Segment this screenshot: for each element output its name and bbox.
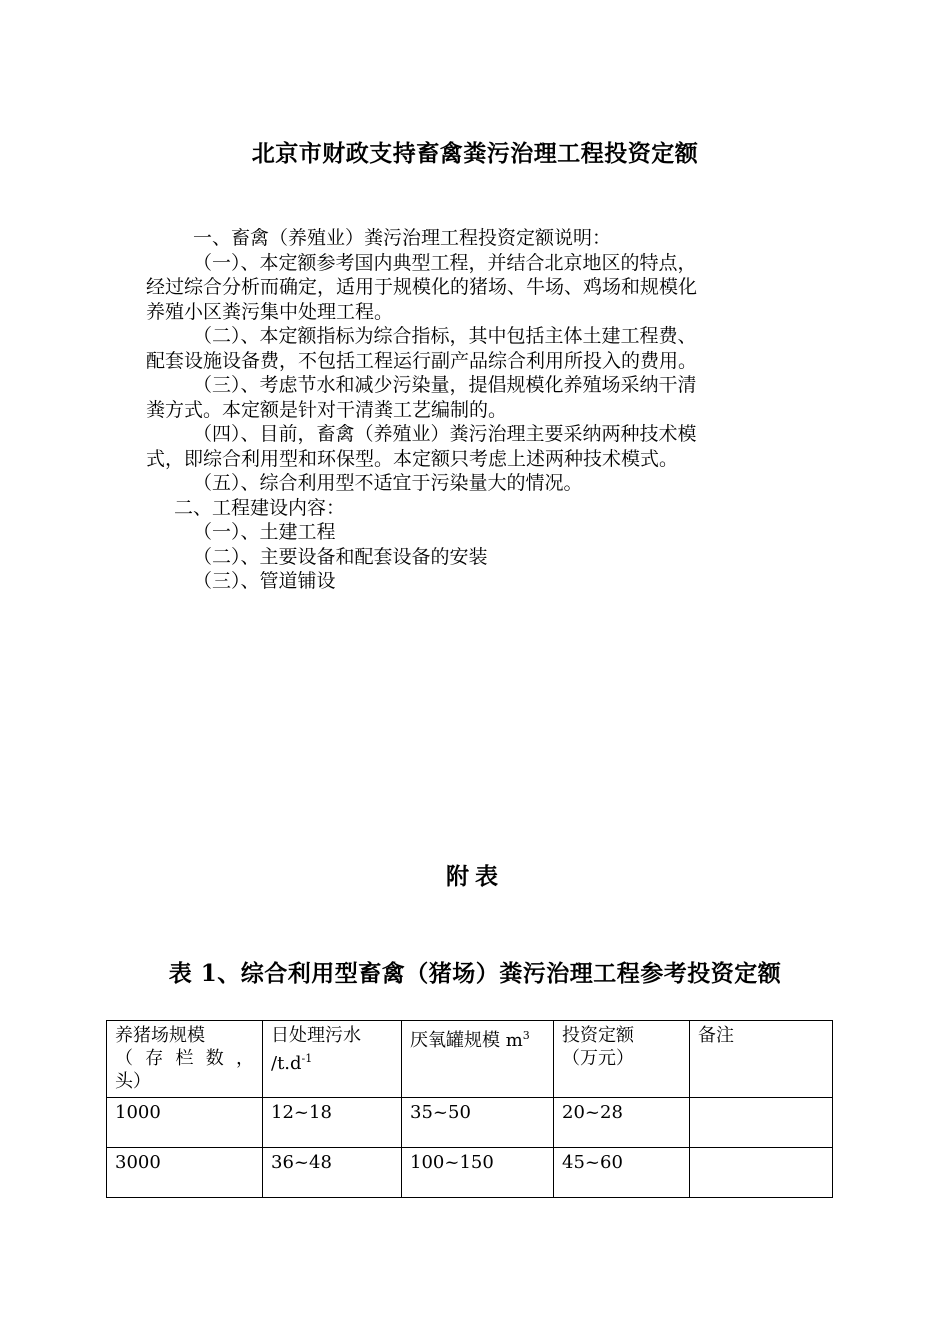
item3-line1: （三）、考虑节水和减少污染量，提倡规模化养殖场采纳干清 bbox=[193, 374, 697, 396]
item2-line2: 配套设施设备费，不包括工程运行副产品综合利用所投入的费用。 bbox=[146, 349, 698, 372]
table-cell: 45~60 bbox=[554, 1148, 690, 1198]
header-anaerobic-tank: 厌氧罐规模 $m^3$ bbox=[402, 1021, 554, 1098]
item4-line2: 式，即综合利用型和环保型。本定额只考虑上述两种技术模式。 bbox=[146, 447, 679, 470]
table-cell: 20~28 bbox=[554, 1098, 690, 1148]
item1-line2: 经过综合分析而确定，适用于规模化的猪场、牛场、鸡场和规模化 bbox=[146, 276, 698, 298]
table-cell bbox=[690, 1098, 833, 1148]
explanation-section bbox=[146, 226, 811, 594]
table-title: 表 1、综合利用型畜禽（猪场）粪污治理工程参考投资定额 bbox=[168, 960, 782, 987]
table-row bbox=[107, 1098, 833, 1148]
table-cell: 35~50 bbox=[402, 1098, 554, 1148]
table-cell: 100~150 bbox=[402, 1148, 554, 1198]
construction-item-2: （二）、主要设备和配套设备的安装 bbox=[193, 545, 488, 568]
item3-line2: 粪方式。本定额是针对干清粪工艺编制的。 bbox=[146, 398, 508, 421]
table-cell: 3000 bbox=[107, 1148, 263, 1198]
investment-quota-table bbox=[106, 1020, 833, 1198]
section2-heading: 二、工程建设内容： bbox=[174, 496, 346, 519]
document-title: 北京市财政支持畜禽粪污治理工程投资定额 bbox=[251, 140, 699, 167]
header-remarks: 备注 bbox=[690, 1021, 833, 1098]
construction-item-3: （三）、管道铺设 bbox=[193, 570, 336, 592]
item1-line1: （一）、本定额参考国内典型工程，并结合北京地区的特点， bbox=[193, 251, 697, 274]
header-daily-wastewater: 日处理污水 $/t.d^{-1}$ bbox=[263, 1021, 402, 1098]
table-cell: 36~48 bbox=[263, 1148, 402, 1198]
header-investment-quota: 投资定额 （万元） bbox=[554, 1021, 690, 1098]
construction-item-1: （一）、土建工程 bbox=[193, 521, 336, 543]
table-cell: 12~18 bbox=[263, 1098, 402, 1148]
section1-heading: 一、畜禽（养殖业）粪污治理工程投资定额说明： bbox=[193, 227, 612, 249]
item5-line: （五）、综合利用型不适宜于污染量大的情况。 bbox=[193, 472, 583, 494]
header-farm-scale: 养猪场规模 （ 存 栏 数 ， 头） bbox=[107, 1021, 263, 1098]
appendix-title: 附表 bbox=[446, 863, 504, 890]
table-cell bbox=[690, 1148, 833, 1198]
item2-line1: （二）、本定额指标为综合指标，其中包括主体土建工程费、 bbox=[193, 325, 697, 347]
table-header-row bbox=[107, 1021, 833, 1098]
table-cell: 1000 bbox=[107, 1098, 263, 1148]
item1-line3: 养殖小区粪污集中处理工程。 bbox=[146, 300, 394, 323]
table-row bbox=[107, 1148, 833, 1198]
item4-line1: （四）、目前，畜禽（养殖业）粪污治理主要采纳两种技术模 bbox=[193, 423, 697, 445]
